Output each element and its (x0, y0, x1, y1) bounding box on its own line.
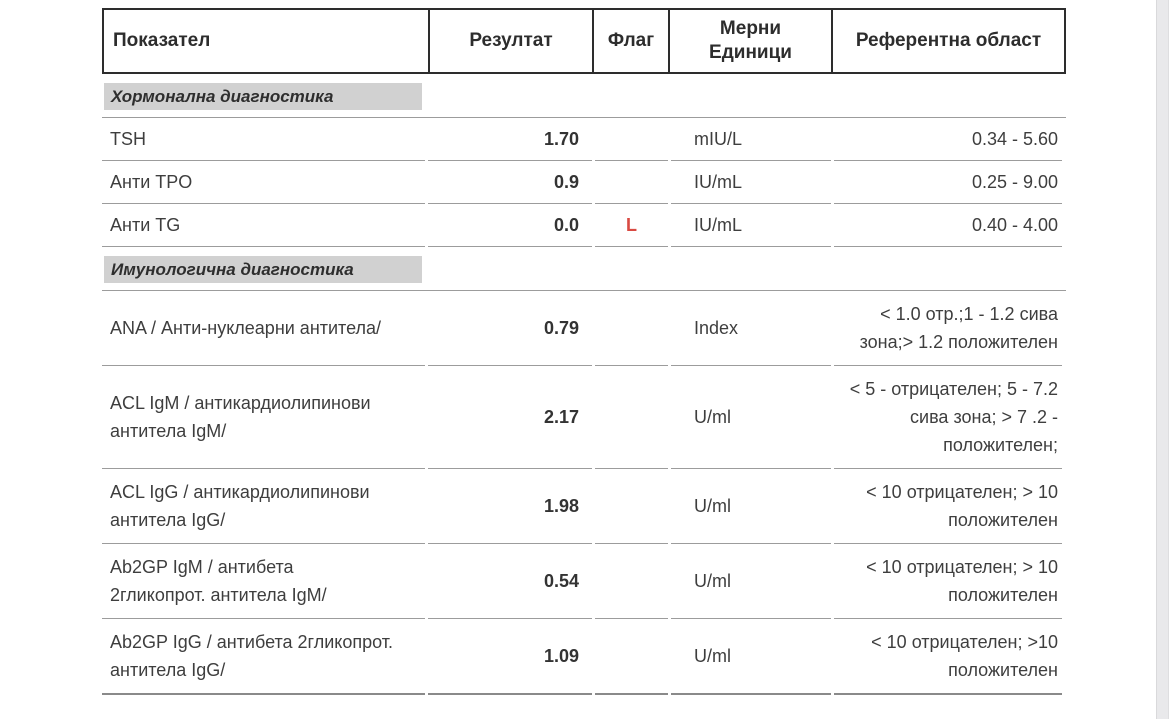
table-row (102, 118, 1066, 161)
column-header-flag (594, 10, 670, 72)
table-row (102, 544, 1066, 619)
column-header-label: Мерни Единици (709, 18, 792, 63)
result-cell: 0.0 (428, 204, 592, 247)
units-cell: U/ml (671, 366, 831, 469)
column-header-reference (833, 10, 1064, 72)
column-header-units (670, 10, 833, 72)
indicator-cell: Ab2GP IgM / антибета 2гликопрот. антитела IgM/ (102, 544, 425, 619)
reference-cell: < 10 отрицателен; > 10 положителен (834, 544, 1062, 619)
indicator-cell: Анти TPO (102, 161, 425, 204)
table-section (102, 256, 1066, 695)
indicator-cell: Анти TG (102, 204, 425, 247)
result-cell: 2.17 (428, 366, 592, 469)
result-cell: 0.54 (428, 544, 592, 619)
table-row (102, 291, 1066, 366)
section-rows (102, 117, 1066, 247)
reference-cell: < 1.0 отр.;1 - 1.2 сива зона;> 1.2 положителен (834, 291, 1062, 366)
table-row (102, 204, 1066, 247)
units-cell: U/ml (671, 619, 831, 695)
section-header (104, 256, 422, 283)
flag-cell: L (595, 204, 668, 247)
units-cell: mIU/L (671, 118, 831, 161)
flag-cell (595, 291, 668, 366)
table-row (102, 469, 1066, 544)
indicator-cell: TSH (102, 118, 425, 161)
reference-cell: < 10 отрицателен; > 10 положителен (834, 469, 1062, 544)
table-row (102, 619, 1066, 695)
results-table (102, 8, 1066, 695)
indicator-cell: ACL IgM / антикардиолипинови антитела IgM/ (102, 366, 425, 469)
column-header-label: Флаг (607, 30, 655, 51)
result-cell: 0.9 (428, 161, 592, 204)
table-body (102, 83, 1066, 695)
column-header-indicator (104, 10, 430, 72)
indicator-cell: ACL IgG / антикардиолипинови антитела IgG/ (102, 469, 425, 544)
reference-cell: 0.25 - 9.00 (834, 161, 1062, 204)
flag-cell (595, 118, 668, 161)
flag-cell (595, 366, 668, 469)
indicator-cell: ANA / Анти-нуклеарни антитела/ (102, 291, 425, 366)
table-row (102, 161, 1066, 204)
units-cell: U/ml (671, 469, 831, 544)
column-header-label: Референтна област (855, 30, 1042, 51)
flag-cell (595, 161, 668, 204)
indicator-cell: Ab2GP IgG / антибета 2гликопрот. антитела IgG/ (102, 619, 425, 695)
reference-cell: < 5 - отрицателен; 5 - 7.2 сива зона; > 7 .2 - положителен; (834, 366, 1062, 469)
flag-cell (595, 619, 668, 695)
units-cell: IU/mL (671, 204, 831, 247)
result-cell: 1.98 (428, 469, 592, 544)
section-rows (102, 290, 1066, 695)
flag-cell (595, 544, 668, 619)
result-cell: 1.09 (428, 619, 592, 695)
table-row (102, 366, 1066, 469)
table-header-row (102, 8, 1066, 74)
table-section (102, 83, 1066, 247)
section-title: Хормонална диагностика (111, 86, 334, 106)
column-header-label: Резултат (469, 30, 553, 51)
result-cell: 1.70 (428, 118, 592, 161)
units-cell: U/ml (671, 544, 831, 619)
section-title: Имунологична диагностика (111, 259, 354, 279)
scrollbar[interactable] (1156, 0, 1169, 719)
flag-cell (595, 469, 668, 544)
result-cell: 0.79 (428, 291, 592, 366)
units-cell: Index (671, 291, 831, 366)
units-cell: IU/mL (671, 161, 831, 204)
column-header-label: Показател (113, 30, 211, 51)
reference-cell: 0.34 - 5.60 (834, 118, 1062, 161)
reference-cell: 0.40 - 4.00 (834, 204, 1062, 247)
section-header (104, 83, 422, 110)
column-header-result (430, 10, 594, 72)
reference-cell: < 10 отрицателен; >10 положителен (834, 619, 1062, 695)
